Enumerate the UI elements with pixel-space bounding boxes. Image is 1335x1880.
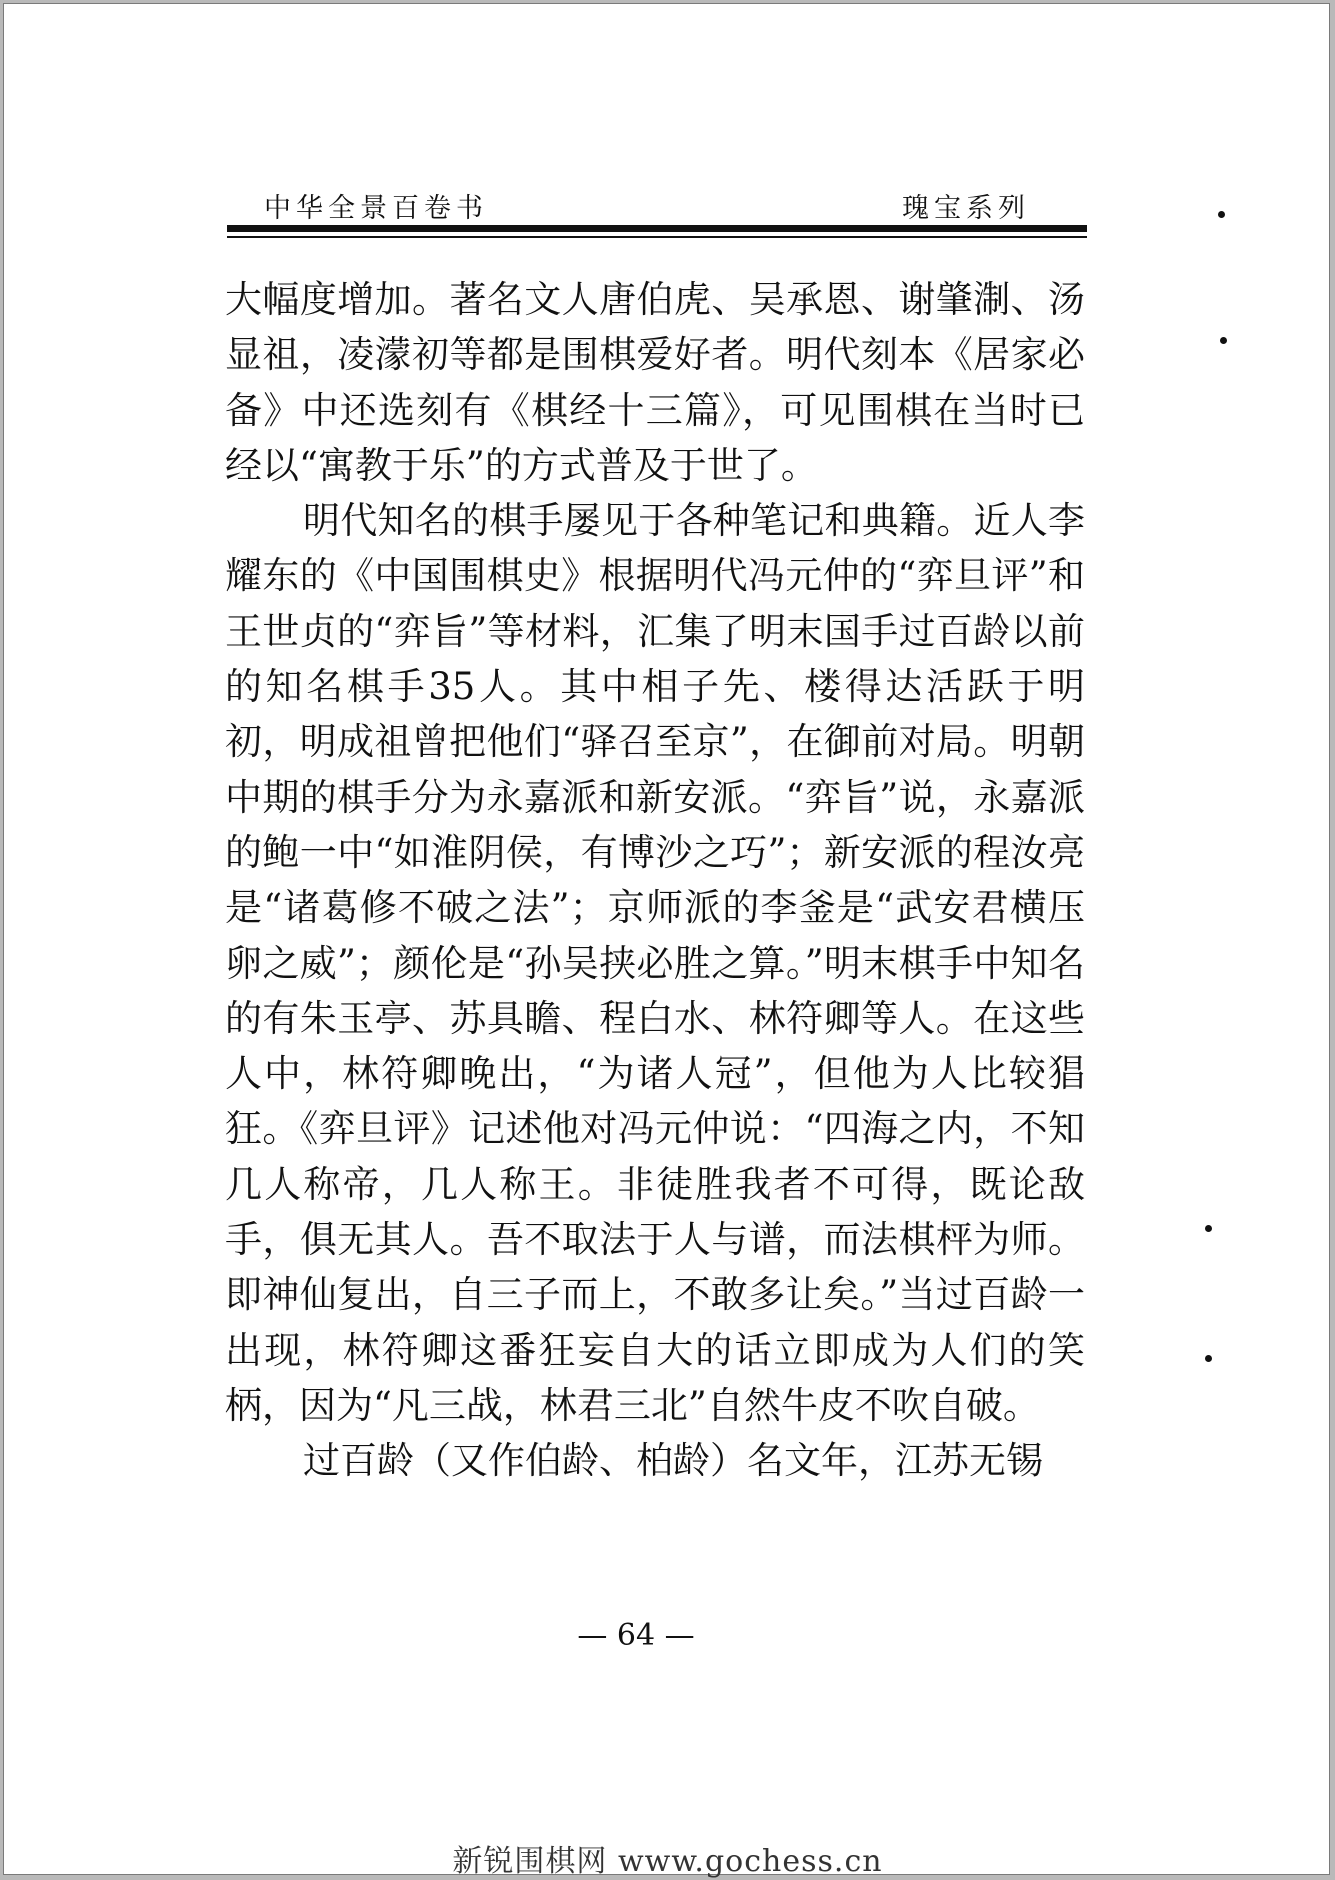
paragraph-1: 大幅度增加。著名文人唐伯虎、吴承恩、谢肇淛、汤显祖，凌濛初等都是围棋爱好者。明代刻本《居家必备》中还选刻有《棋经十三篇》，可见围棋在当时已经以“寓教于乐”的方式普及于世了。 — [225, 278, 1085, 487]
scan-speck — [1218, 211, 1225, 218]
scan-speck — [1205, 1355, 1212, 1362]
body-text — [225, 272, 1085, 1489]
page-number: — 64 — — [577, 1618, 695, 1653]
scan-speck — [1220, 337, 1227, 344]
site-watermark: 新锐围棋网 www.gochess.cn — [452, 1844, 883, 1879]
paragraph-3: 过百龄（又作伯龄、柏龄）名文年，江苏无锡 — [303, 1439, 1043, 1483]
header-rule-thin — [227, 236, 1087, 238]
header-rule-thick — [227, 225, 1087, 232]
paragraph-2: 明代知名的棋手屡见于各种笔记和典籍。近人李耀东的《中国围棋史》根据明代冯元仲的“弈旦评”和王世贞的“弈旨”等材料，汇集了明末国手过百龄以前的知名棋手35人。其中相子先、楼得达活跃于明初，明成祖曾把他们“驿召至京”，在御前对局。明朝中期的棋手分为永嘉派和新安派。“弈旨”说，永嘉派的鲍一中“如淮阴侯，有博沙之巧”；新安派的程汝亮是“诸葛修不破之法”；京师派的李釜是“武安君横压卵之威”；颜伦是“孙吴挟必胜之算。”明末棋手中知名的有朱玉亭、苏具瞻、程白水、林符卿等人。在这些人中，林符卿晚出，“为诸人冠”，但他为人比较猖狂。《弈旦评》记述他对冯元仲说：“四海之内，不知几人称帝，几人称王。非徒胜我者不可得，既论敌手，俱无其人。吾不取法于人与谱，而法棋枰为师。即神仙复出，自三子而上，不敢多让矣。”当过百龄一出现，林符卿这番狂妄自大的话立即成为人们的笑柄，因为“凡三战，林君三北”自然牛皮不吹自破。 — [225, 499, 1085, 1427]
running-header-collection: 瑰宝系列 — [902, 193, 1030, 224]
running-header-series: 中华全景百卷书 — [264, 193, 488, 224]
scan-speck — [1205, 1225, 1212, 1232]
